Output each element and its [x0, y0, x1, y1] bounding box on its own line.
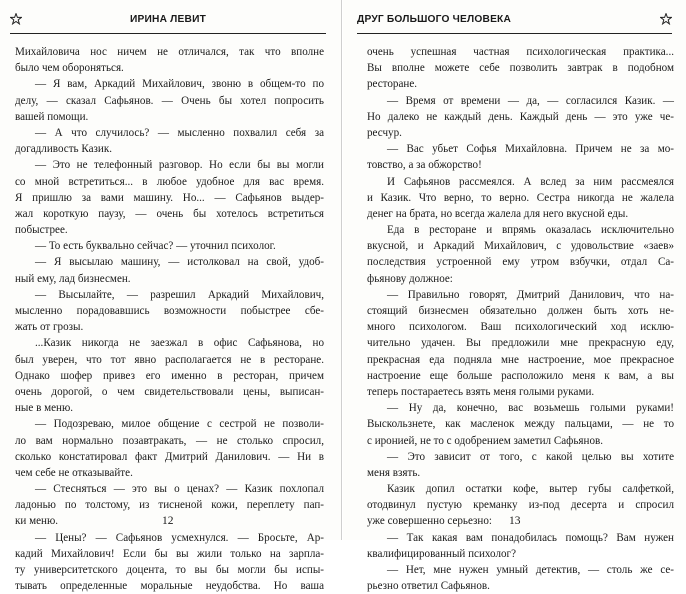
header-rule [10, 33, 326, 34]
text-line: вкусной, и Аркадий Михайлович, с удовольствие «заев» [367, 240, 674, 253]
text-line: догадливость Казик. [15, 143, 113, 156]
text-line: очень успешная частная психологическая практика... [367, 46, 674, 58]
text-line: ...Казик никогда не заезжал в офис Сафьянова, но [35, 337, 324, 350]
text-line: ту университетского доцента, то вы бы могли бы испы- [15, 564, 324, 576]
text-line: был уверен, что тот явно располагается не в ресторане. [15, 353, 324, 366]
text-line: ки меню. [15, 515, 59, 528]
header-rule [357, 33, 672, 34]
right-page [343, 0, 686, 593]
text-line: теперь постараетесь взять меня голыми руками. [367, 385, 595, 398]
text-line: со мной встретиться... в любое удобное для вас время. [15, 175, 324, 188]
text-line: — Ну да, конечно, вас возьмешь голыми руками! [387, 402, 674, 415]
text-line: Я пришлю за вами машину. Но... — Сафьянов выдер- [15, 191, 324, 204]
text-line: кадий Михайлович! Если бы вы жили только на зарпла- [15, 547, 324, 560]
text-line: Однако шофер привез его именно в ресторан, причем [15, 369, 324, 382]
text-line: много психологом. Ваш психологический ход исклю- [367, 321, 674, 334]
text-line: квалифицированный психолог? [367, 547, 517, 560]
page-number: 13 [509, 515, 521, 527]
text-line: чительно удачен. Вы предложили мне прекрасную еду, [367, 337, 674, 350]
star-icon [10, 13, 22, 25]
text-line: было чем обороняться. [15, 62, 124, 75]
text-line: стоящий бизнесмен обязательно должен быть хоть не- [367, 305, 674, 317]
text-line: — Подозреваю, милое общение с сестрой не позволи- [35, 418, 324, 431]
text-line: прекрасная еда подняла мне настроение, мое прекрасное [367, 353, 674, 366]
text-line: с иронией, не то с одобрением заметил Сафьянов. [367, 434, 604, 447]
text-line: побыстрее. [15, 224, 68, 237]
text-line: — То есть буквально сейчас? — уточнил психолог. [35, 240, 276, 253]
text-line: чем себе не отказывайте. [15, 466, 133, 479]
text-line: рьезно ответил Сафьянов. [367, 580, 490, 593]
text-line: — Вас убьет Софья Михайловна. Причем не за мо- [387, 143, 674, 156]
text-line: Михайловича нос ничем не отличался, так что вполне [15, 46, 324, 58]
text-line: ресторане. [367, 78, 418, 91]
body-text [15, 44, 324, 594]
text-line: денег на брата, но всегда жалела для него вкусной еды. [367, 207, 629, 220]
text-line: тывать определенные моральные неудобства. Но ваша [15, 580, 324, 593]
text-line: — Это зависит от того, с какой целью вы хотите [387, 450, 674, 463]
text-line: жал короткую паузу, — очень бы хотелось встретиться [15, 207, 324, 220]
text-line: и Казик. Что верно, то верно. Сестра никогда не жалела [367, 191, 674, 204]
text-line: — А что случилось? — мысленно похвалил себя за [35, 126, 324, 139]
text-line: — Это не телефонный разговор. Но если бы вы могли [35, 159, 324, 172]
text-line: — Стесняться — это вы о ценах? — Казик похлопал [35, 483, 324, 496]
text-line: ные в меню. [15, 402, 74, 415]
text-line: настроение еще больше расположило меня к вам, а вы [367, 369, 674, 382]
text-line: жать от грозы. [15, 321, 84, 334]
text-line: фьянову должное: [367, 272, 453, 285]
header-author: ИРИНА ЛЕВИТ [130, 14, 207, 25]
text-line: — Так какая вам понадобилась помощь? Вам нужен [387, 531, 674, 544]
text-line: Выскользнете, как масленок между пальцами, — не то [367, 418, 674, 431]
body-text [367, 44, 674, 594]
text-line: товство, а за обжорство! [367, 159, 482, 172]
left-page [0, 0, 342, 593]
text-line: последствия устроенной ему утром взбучки, отдал Са- [367, 256, 674, 269]
text-line: очень дорогой, о чем свидетельствовали цены, выписан- [15, 385, 324, 398]
text-line: вашей помощи. [15, 110, 89, 123]
text-line: — Цены? — Сафьянов усмехнулся. — Бросьте, Ар- [35, 531, 324, 544]
text-line: — Время от времени — да, — согласился Казик. — [387, 94, 674, 107]
running-header [357, 11, 672, 33]
text-line: ный ему, лад бизнесмен. [15, 272, 131, 285]
text-line: И Сафьянов рассмеялся. А вслед за ним рассмеялся [387, 175, 674, 188]
text-line: ло вам нормально позавтракать, — не столько спросил, [15, 434, 324, 447]
text-line: — Я высылаю машину, — истолковал на свой, удоб- [35, 256, 324, 269]
text-line: ладонью по толстому, из тисненой кожи, переплету пап- [15, 499, 324, 512]
text-line: — Правильно говорят, Дмитрий Данилович, что на- [387, 288, 674, 301]
text-line: ресчур. [367, 126, 402, 139]
text-line: — Я вам, Аркадий Михайлович, звоню в общем-то по [35, 78, 324, 91]
text-line: мысленно порадовавшись возможности побыстрее сбе- [15, 305, 324, 317]
header-title: ДРУГ БОЛЬШОГО ЧЕЛОВЕКА [357, 14, 512, 25]
text-line: Но далеко не каждый день. Каждый день — это уже че- [367, 110, 674, 123]
text-line: сколько констатировал факт Дмитрий Данилович. — Ни в [15, 450, 324, 463]
text-line: Еда в ресторане и впрямь оказалась исключительно [387, 224, 674, 237]
star-icon [660, 13, 672, 25]
page-number: 12 [162, 515, 174, 527]
text-line: Вы вполне можете себе позволить завтрак в подобном [367, 62, 674, 75]
text-line: — Нет, мне нужен умный детектив, — столь же се- [387, 564, 674, 576]
text-line: Казик допил остатки кофе, вытер губы салфеткой, [387, 483, 674, 496]
text-line: меня взять. [367, 466, 421, 479]
text-line: уже совершенно серьезно: [367, 515, 492, 528]
text-line: отодвинул пустую креманку из-под десерта и спросил [367, 499, 674, 512]
running-header [10, 11, 326, 33]
text-line: — Высылайте, — разрешил Аркадий Михайлович, [35, 288, 324, 301]
text-line: делу, — сказал Сафьянов. — Очень бы хотел попросить [15, 94, 324, 107]
